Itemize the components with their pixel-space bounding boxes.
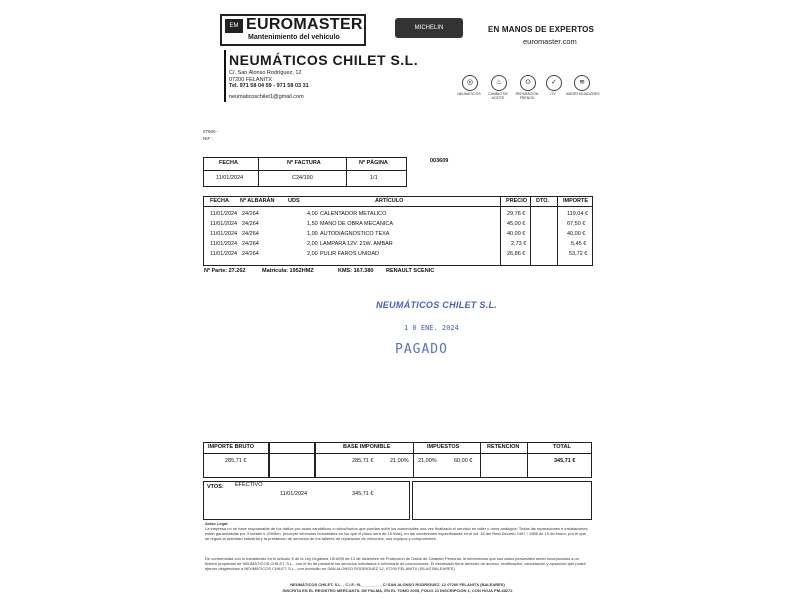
vehicle-parte: Nº Parte: 27.262	[204, 268, 246, 274]
row-uds: 2,00	[307, 241, 318, 247]
blank-box	[412, 481, 592, 520]
itv-icon: ✓	[546, 75, 562, 91]
divider	[413, 442, 414, 478]
legal-paragraph: La empresa no se hace responsable de los daños por actos vandálicos o robos/hurtos que puedan sufrir los automóviles una vez finalizado el servicio en taller u otros análogos. Todas las reparaciones e instalaciones están garantizadas por 3 meses o 2000km, (excepto vehículos industriales en los que el plazo será de 15 días), en las condiciones especificadas en el art. 16 del Real Decreto 1457 / 1986 de 10 de enero, por el que se regula la actividad industrial y la prestación de servicios de los talleres de reparación de vehículos, sus equipos y componentes.	[205, 526, 588, 541]
row-fecha: 11/01/2024	[210, 221, 238, 227]
row-importe: 5,45 €	[571, 241, 587, 247]
col-uds: UDS	[288, 198, 300, 204]
paid-stamp: PAGADO	[395, 342, 448, 357]
company-address: C/. San Alonso Rodríguez, 12	[229, 70, 302, 76]
privacy-paragraph: De conformidad con lo establecido en el artículo 5 de la Ley Orgánica 15/1999 de 13 de diciembre de Protección de Datos de Carácter Personal, le informamos que sus datos personales serán incorporados a un fichero propiedad de NEUMÁTICOS CHILET, S.L., con el fin de prestarle los servicios solicitados e informarle de promociones. El interesado tiene derecho de acceso, rectificación, cancelación y oposición que podrá ejercer dirigiéndose a NEUMÁTICOS CHILET, S.L., con domicilio en SAN ALONSO RODRIGUEZ 12, 07200 FELANITX (ISLAS BALEARES)	[205, 556, 586, 571]
client-postal: 07660 -	[203, 129, 219, 134]
base-pct: 21,00%	[390, 458, 409, 464]
divider	[269, 453, 315, 454]
divider	[530, 196, 531, 266]
brand-bar	[224, 50, 226, 102]
col-importe: IMPORTE	[563, 198, 589, 204]
divider	[315, 453, 592, 454]
row-uds: 4,00	[307, 211, 318, 217]
document-number: 003609	[430, 158, 449, 164]
website: euromaster.com	[523, 37, 577, 46]
brake-icon: ⊙	[520, 75, 536, 91]
retencion-label: RETENCION	[487, 444, 520, 450]
base-value: 285,71 €	[352, 458, 374, 464]
row-albaran: 24/264	[242, 231, 259, 237]
row-uds: 2,00	[307, 251, 318, 257]
invoice-date: 11/01/2024	[216, 175, 244, 181]
logo-name: EUROMASTER	[246, 16, 363, 33]
row-fecha: 11/01/2024	[210, 231, 238, 237]
michelin-logo: MICHELIN	[395, 18, 463, 38]
row-uds: 1,00	[307, 231, 318, 237]
divider	[203, 170, 407, 171]
col-dto: DTO.	[536, 198, 550, 204]
service-label: AMORTIGUADORES	[566, 92, 600, 96]
vehicle-kms: KMS: 167.380	[338, 268, 374, 274]
impuestos-pct: 21,00%	[418, 458, 437, 464]
row-importe: 67,50 €	[567, 221, 586, 227]
vtos-label: VTOS:	[207, 484, 224, 490]
slogan: EN MANOS DE EXPERTOS	[488, 25, 595, 34]
company-name: NEUMÁTICOS CHILET S.L.	[229, 52, 419, 68]
col-articulo: ARTÍCULO	[375, 198, 404, 204]
row-precio: 26,86 €	[507, 251, 526, 257]
divider	[557, 196, 558, 266]
paid-stamp-date: 1 0 ENE. 2024	[404, 324, 459, 332]
row-albaran: 24/264	[242, 241, 259, 247]
importe-bruto-value: 285,71 €	[225, 458, 247, 464]
row-uds: 1,50	[307, 221, 318, 227]
footer-line: INSCRITA EN EL REGISTRO MERCANTIL DE PALMA, EN EL TOMO 2005, FOLIO 21 INSCRIPCIÓN 1, CON HOJA PM-48272	[282, 588, 513, 593]
divider	[203, 206, 593, 207]
row-precio: 40,00 €	[507, 231, 526, 237]
row-importe: 119,04 €	[567, 211, 589, 217]
importe-bruto-label: IMPORTE BRUTO	[208, 444, 255, 450]
row-articulo: LAMPARA 12V. 21W. AMBAR	[320, 241, 393, 247]
invoice-number: C24/190	[292, 175, 313, 181]
total-label: TOTAL	[553, 444, 571, 450]
divider	[480, 442, 481, 478]
divider	[346, 157, 347, 187]
base-label: BASE IMPONIBLE	[343, 444, 391, 450]
row-precio: 2,73 €	[511, 241, 527, 247]
impuestos-value: 60,00 €	[454, 458, 473, 464]
divider	[500, 196, 501, 266]
divider	[203, 453, 269, 454]
row-precio: 29,76 €	[507, 211, 526, 217]
header-factura: Nº FACTURA	[287, 160, 321, 166]
row-albaran: 24/264	[242, 211, 259, 217]
footer-line: NEUMÁTICOS CHILET, S.L. - C.I.F.: B-________ - C/ SAN ALONSO RODRIGUEZ, 12 07200 FELANITX (BALEARES)	[290, 582, 505, 587]
service-label: ITV	[550, 92, 556, 96]
divider	[258, 157, 259, 187]
col-albaran: Nº ALBARÁN	[240, 198, 275, 204]
invoice-page-number: 1/1	[370, 175, 378, 181]
vtos-amount: 345,71 €	[352, 491, 374, 497]
euromaster-logo	[220, 14, 366, 46]
service-label: NEUMÁTICOS	[457, 92, 481, 96]
header-pagina: Nº PÁGINA	[359, 160, 388, 166]
company-email: neumaticoschilet1@gmail.com	[229, 94, 304, 100]
col-precio: PRECIO	[506, 198, 528, 204]
row-articulo: AUTODIAGNOSTICO TEXA	[320, 231, 390, 237]
row-fecha: 11/01/2024	[210, 211, 238, 217]
legal-title: Aviso Legal:	[205, 521, 229, 526]
empty-box	[269, 442, 315, 478]
row-articulo: CALENTADOR METALICO	[320, 211, 387, 217]
divider	[527, 442, 528, 478]
row-albaran: 24/264	[242, 251, 259, 257]
col-fecha: FECHA	[210, 198, 229, 204]
vtos-method: EFECTIVO	[235, 482, 263, 488]
row-importe: 53,72 €	[569, 251, 588, 257]
logo-subtitle: Mantenimiento del vehículo	[248, 34, 340, 41]
shock-absorber-icon: ≋	[574, 75, 590, 91]
company-city: 07200 FELANITX	[229, 77, 273, 83]
impuestos-label: IMPUESTOS	[427, 444, 460, 450]
row-articulo: MANO DE OBRA MECANICA	[320, 221, 394, 227]
service-label: REPARACIÓN FRENOS	[515, 92, 539, 100]
row-albaran: 24/264	[242, 221, 259, 227]
service-label: CAMBIO DE ACEITE	[488, 92, 508, 100]
vehicle-model: RENAULT SCENIC	[386, 268, 435, 274]
row-fecha: 11/01/2024	[210, 241, 238, 247]
row-fecha: 11/01/2024	[210, 251, 238, 257]
client-nif: NIF :	[203, 136, 213, 141]
row-articulo: PULIR FAROS UNIDAD	[320, 251, 379, 257]
vtos-date: 11/01/2024	[280, 491, 308, 497]
euromaster-mark-icon: EM	[225, 19, 243, 33]
header-fecha: FECHA	[219, 160, 238, 166]
paid-stamp-brand: NEUMÁTICOS CHILET S.L.	[376, 300, 498, 310]
vehicle-matricula: Matrícula: 1952HMZ	[262, 268, 314, 274]
row-importe: 40,00 €	[567, 231, 586, 237]
oil-icon: ♨	[491, 75, 507, 91]
total-value: 345,71 €	[554, 458, 576, 464]
company-phone: Tel. 971 58 04 59 - 971 58 03 31	[229, 83, 309, 89]
tire-icon: ◎	[462, 75, 478, 91]
row-precio: 45,00 €	[507, 221, 526, 227]
